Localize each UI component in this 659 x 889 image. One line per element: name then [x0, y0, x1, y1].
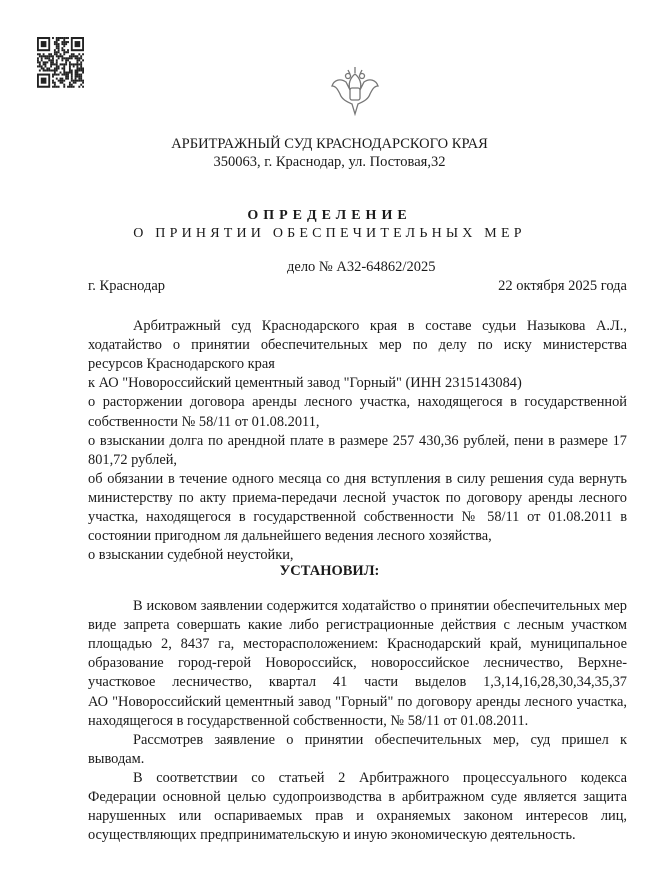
document-date: 22 октября 2025 года [498, 278, 627, 294]
case-number: дело № А32-64862/2025 [287, 259, 436, 275]
text-line: В соответствии со статьей 2 Арбитражного процессуального кодекса [133, 769, 627, 786]
coat-of-arms-emblem [328, 64, 382, 118]
text-line: участковое лесничество, квартал 41 части выделов 1,3,14,16,28,30,34,35,37 [88, 674, 627, 691]
city: г. Краснодар [88, 278, 166, 294]
text-line: 801,72 рублей, [88, 451, 178, 468]
text-line: нарушенных или оспариваемых прав и охраняемых законом интересов лиц, [88, 808, 627, 825]
section-heading: УСТАНОВИЛ: [279, 563, 380, 579]
text-line: к АО "Новороссийский цементный завод "Горный" (ИНН 2315143084) [88, 375, 522, 392]
text-line: ресурсов Краснодарского края [88, 356, 275, 373]
text-line: участка, находящегося в государственной собственности № 58/11 от 01.08.2011 в [88, 509, 627, 525]
court-name: АРБИТРАЖНЫЙ СУД КРАСНОДАРСКОГО КРАЯ [171, 136, 488, 152]
text-line: В исковом заявлении содержится ходатайство о принятии обеспечительных мер [133, 598, 627, 614]
text-line: осуществляющих предпринимательскую и иную экономическую деятельность. [88, 827, 576, 844]
text-line: выводам. [88, 750, 145, 767]
text-line: Рассмотрев заявление о принятии обеспечительных мер, суд пришел к [133, 731, 627, 748]
text-line: состоянии пригодном ля дальнейшего ведения лесного хозяйства, [88, 528, 492, 545]
text-line: министерству по акту приема-передачи лесной участок по договору аренды лесного [88, 489, 627, 506]
text-line: собственности № 58/11 от 01.08.2011, [88, 413, 320, 430]
text-line: образование город-герой Новороссийск, новороссийское лесничество, Верхне- [88, 655, 627, 672]
text-line: об обязании в течение одного месяца со дня вступления в силу решения суда вернуть [88, 470, 627, 487]
text-line: находящегося в государственной собственности, № 58/11 от 01.08.2011. [88, 712, 529, 729]
text-line: о взыскании судебной неустойки, [88, 547, 294, 564]
text-line: о взыскании долга по арендной плате в размере 257 430,36 рублей, пени в размере 17 [88, 432, 627, 449]
document-title: ОПРЕДЕЛЕНИЕ [247, 208, 412, 223]
text-line: о расторжении договора аренды лесного участка, находящегося в государственной [88, 394, 627, 411]
text-line: площадью 2, 8437 га, месторасположением: Краснодарский край, муниципальное [88, 636, 627, 653]
qr-code [37, 37, 84, 88]
text-line: Арбитражный суд Краснодарского края в составе судьи Назыкова А.Л., [133, 318, 627, 334]
text-line: виде запрета совершать какие либо регистрационные действия с лесным участком [88, 617, 627, 634]
document-subtitle: О ПРИНЯТИИ ОБЕСПЕЧИТЕЛЬНЫХ МЕР [133, 226, 526, 241]
text-line: АО "Новороссийский цементный завод "Горный" по договору аренды лесного участка, [88, 693, 627, 710]
text-line: ходатайство о принятии обеспечительных мер по делу по иску министерства [88, 337, 627, 354]
court-address: 350063, г. Краснодар, ул. Постовая,32 [213, 154, 446, 170]
text-line: Федерации основной целью судопроизводства в арбитражном суде является защита [88, 789, 627, 805]
